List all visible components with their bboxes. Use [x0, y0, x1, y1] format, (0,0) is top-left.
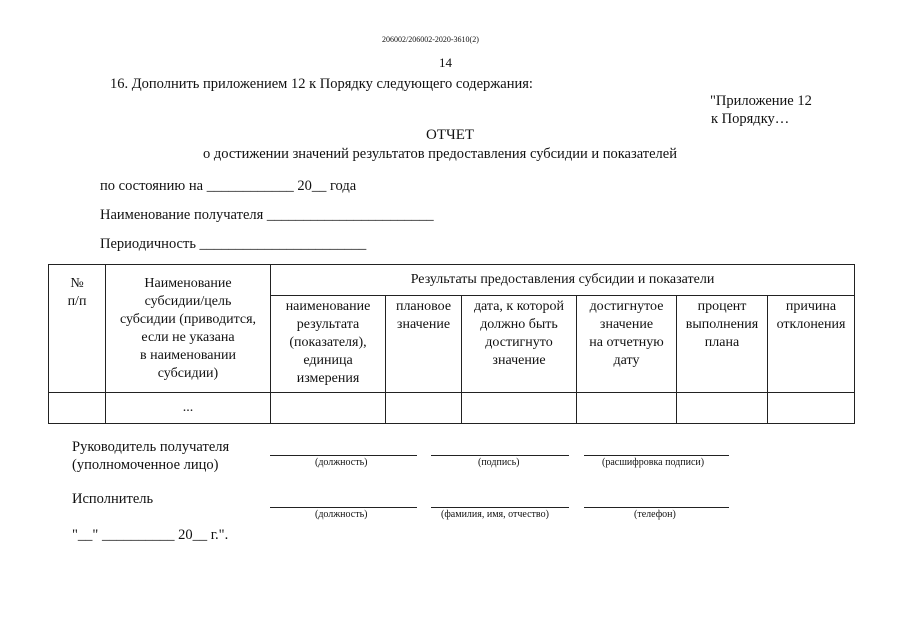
caption-decoding: (расшифровка подписи) [602, 457, 705, 468]
document-id: 206002/206002-2020-3610(2) [382, 35, 479, 44]
item-text: 16. Дополнить приложением 12 к Порядку следующего содержания: [110, 76, 533, 92]
report-title: ОТЧЕТ [426, 127, 475, 143]
report-table [48, 264, 855, 424]
table-cell [271, 393, 386, 424]
caption-position: (должность) [315, 457, 368, 468]
caption-signature: (подпись) [478, 457, 520, 468]
header-subsidy-name: Наименование субсидии/цель субсидии (приводится, если не указана в наименовании субсидии) [106, 265, 271, 393]
header-achieved-value: достигнутое значение на отчетную дату [577, 296, 677, 393]
executor-phone-line [584, 507, 729, 508]
caption-fio: (фамилия, имя, отчество) [441, 509, 549, 520]
caption-position-2: (должность) [315, 509, 368, 520]
header-target-date: дата, к которой должно быть достигнуто значение [462, 296, 577, 393]
table-cell [677, 393, 768, 424]
table-cell-ellipsis: ... [106, 393, 271, 424]
caption-phone: (телефон) [634, 509, 676, 520]
appendix-line-2: к Порядку… [711, 111, 790, 127]
head-label-line-1: Руководитель получателя [72, 439, 230, 455]
page-number: 14 [439, 55, 452, 70]
date-line: "__" __________ 20__ г.". [72, 527, 229, 543]
table-cell [462, 393, 577, 424]
header-reason: причина отклонения [768, 296, 855, 393]
header-percent: процент выполнения плана [677, 296, 768, 393]
position-signature-line [270, 455, 417, 456]
table-cell [768, 393, 855, 424]
table-row [49, 393, 855, 424]
header-number: № п/п [49, 265, 106, 393]
table-cell [49, 393, 106, 424]
executor-position-line [270, 507, 417, 508]
appendix-line-1: "Приложение 12 [710, 93, 812, 109]
head-label-line-2: (уполномоченное лицо) [72, 457, 219, 473]
header-result-name: наименование результата (показателя), единица измерения [271, 296, 386, 393]
signature-line [431, 455, 569, 456]
recipient-field: Наименование получателя _______________________ [100, 207, 434, 223]
table-cell [577, 393, 677, 424]
table-cell [386, 393, 462, 424]
report-subtitle: о достижении значений результатов предоставления субсидии и показателей [203, 146, 677, 162]
state-date-field: по состоянию на ____________ 20__ года [100, 178, 357, 194]
executor-label: Исполнитель [72, 491, 154, 507]
periodicity-field: Периодичность _______________________ [100, 236, 367, 252]
decoding-signature-line [584, 455, 729, 456]
executor-fio-line [431, 507, 569, 508]
header-results-group: Результаты предоставления субсидии и показатели [271, 265, 855, 296]
header-planned-value: плановое значение [386, 296, 462, 393]
